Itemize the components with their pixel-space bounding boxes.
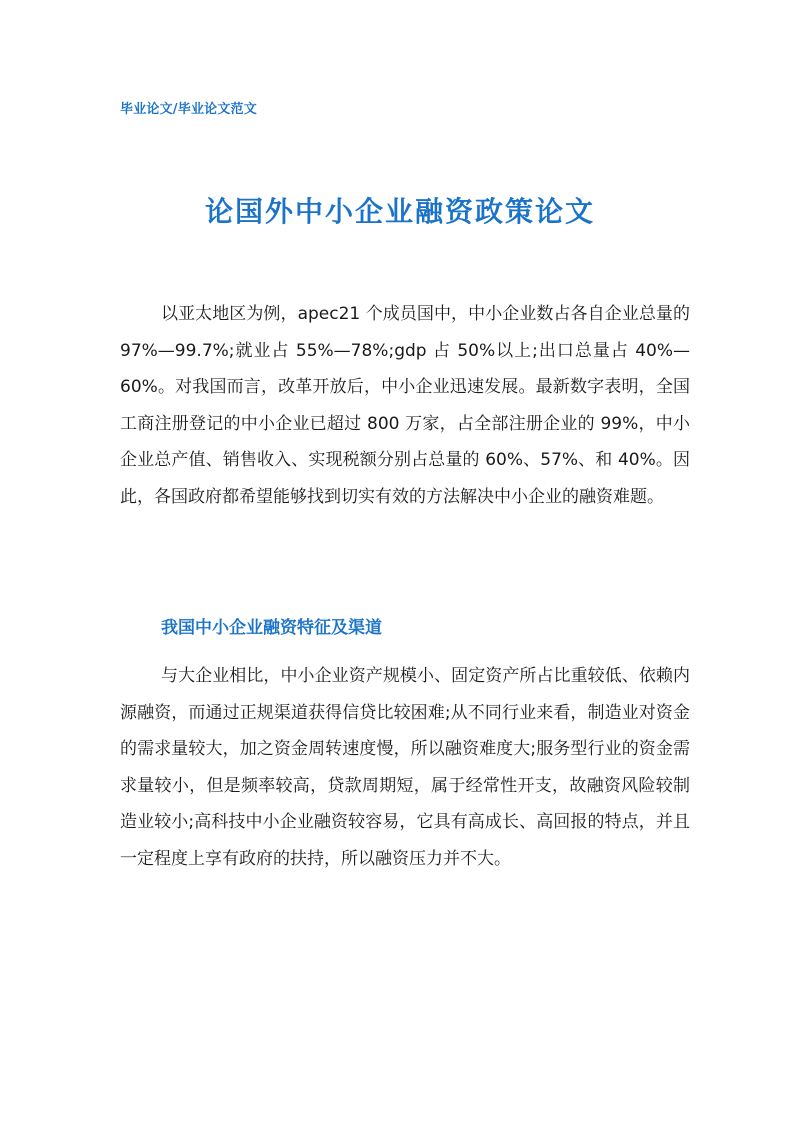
page-title: 论国外中小企业融资政策论文 [204,195,595,228]
section-heading: 我国中小企业融资特征及渠道 [161,618,382,638]
paragraph-intro: 以亚太地区为例，apec21 个成员国中，中小企业数占各自企业总量的 97%—99.7%;就业占 55%—78%;gdp 占 50%以上;出口总量占 40%—60%。对我国而言，改革开放后，中小企业迅速发展。最新数字表明，全国工商注册登记的中小企业已超过 800 万家，占全部注册企业的 99%，中小企业总产值、销售收入、实现税额分别占总量的 60%、57%、和 40%。因此，各国政府都希望能够找到切实有效的方法解决中小企业的融资难题。 [120,304,690,507]
breadcrumb[interactable]: 毕业论文/毕业论文范文 [120,102,257,117]
paragraph-financing-features: 与大企业相比，中小企业资产规模小、固定资产所占比重较低、依赖内源融资，而通过正规渠道获得信贷比较困难;从不同行业来看，制造业对资金的需求量较大，加之资金周转速度慢，所以融资难度大;服务型行业的资金需求量较小，但是频率较高，贷款周期短，属于经常性开支，故融资风险较制造业较小;高科技中小企业融资较容易，它具有高成长、高回报的特点，并且一定程度上享有政府的扶持，所以融资压力并不大。 [120,666,690,869]
